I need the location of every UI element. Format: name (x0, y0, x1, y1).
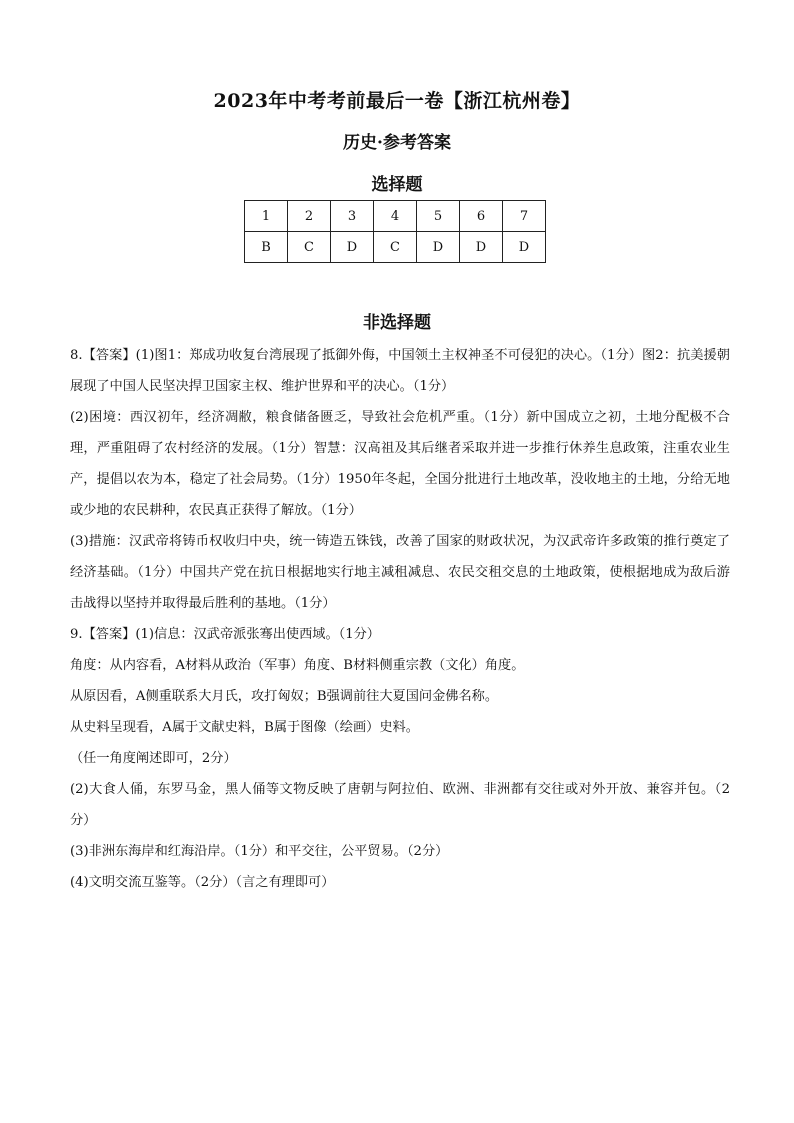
exam-subtitle: 历史·参考答案 (343, 133, 451, 153)
choice-answer-table (244, 200, 546, 263)
answer-body (70, 340, 730, 898)
question-number-cell: 5 (417, 201, 460, 232)
answer-letter-cell: D (417, 232, 460, 263)
answer-paragraph-q9-reason: 从原因看，A侧重联系大月氏，攻打匈奴；B强调前往大夏国问金佛名称。 (70, 689, 499, 704)
answer-letter-cell: C (374, 232, 417, 263)
answer-paragraph-q9-note: （任一角度阐述即可，2分） (70, 751, 237, 766)
answer-paragraph-q9-source: 从史料呈现看，A属于文献史料，B属于图像（绘画）史料。 (70, 720, 419, 735)
nonchoice-section-heading: 非选择题 (363, 313, 431, 333)
answer-letter-cell: D (460, 232, 503, 263)
answer-letter-cell: C (288, 232, 331, 263)
answer-paragraph-q8-2: (2)困境：西汉初年，经济凋敝，粮食储备匮乏，导致社会危机严重。（1分）新中国成立之初，土地分配极不合理，严重阻碍了农村经济的发展。（1分）智慧：汉高祖及其后继者采取并进一步推行休养生息政策，注重农业生产，提倡以农为本，稳定了社会局势。（1分）1950年冬起，全国分批进行土地改革，没收地主的土地，分给无地或少地的农民耕种，农民真正获得了解放。（1分） (70, 410, 730, 518)
answer-letter-cell: D (503, 232, 546, 263)
question-number-cell: 4 (374, 201, 417, 232)
answer-paragraph-q9-4: (4)文明交流互鉴等。（2分）（言之有理即可） (70, 875, 335, 890)
question-number-cell: 3 (331, 201, 374, 232)
answer-paragraph-q8-3: (3)措施：汉武帝将铸币权收归中央，统一铸造五铢钱，改善了国家的财政状况，为汉武帝许多政策的推行奠定了经济基础。（1分）中国共产党在抗日根据地实行地主减租减息、农民交租交息的土地政策，使根据地成为敌后游击战得以坚持并取得最后胜利的基地。（1分） (70, 534, 730, 611)
question-number-cell: 1 (245, 201, 288, 232)
answer-paragraph-q8-1: 8.【答案】(1)图1：郑成功收复台湾展现了抵御外侮，中国领土主权神圣不可侵犯的决心。（1分）图2：抗美援朝展现了中国人民坚决捍卫国家主权、维护世界和平的决心。（1分） (70, 348, 730, 394)
answer-paragraph-q9-1: 9.【答案】(1)信息：汉武帝派张骞出使西域。（1分） (70, 627, 380, 642)
answer-paragraph-q9-angle: 角度：从内容看，A材料从政治（军事）角度、B材料侧重宗教（文化）角度。 (70, 658, 525, 673)
answer-paragraph-q9-3: (3)非洲东海岸和红海沿岸。（1分）和平交往，公平贸易。（2分） (70, 844, 449, 859)
answer-letter-cell: D (331, 232, 374, 263)
answer-paragraph-q9-2: (2)大食人俑，东罗马金，黑人俑等文物反映了唐朝与阿拉伯、欧洲、非洲都有交往或对外开放、兼容并包。（2分） (70, 782, 730, 828)
question-number-cell: 7 (503, 201, 546, 232)
answer-letter-row (245, 232, 546, 263)
exam-title: 2023年中考考前最后一卷【浙江杭州卷】 (213, 90, 581, 112)
answer-letter-cell: B (245, 232, 288, 263)
choice-section-heading: 选择题 (371, 175, 423, 195)
question-number-cell: 6 (460, 201, 503, 232)
question-number-cell: 2 (288, 201, 331, 232)
question-number-row (245, 201, 546, 232)
